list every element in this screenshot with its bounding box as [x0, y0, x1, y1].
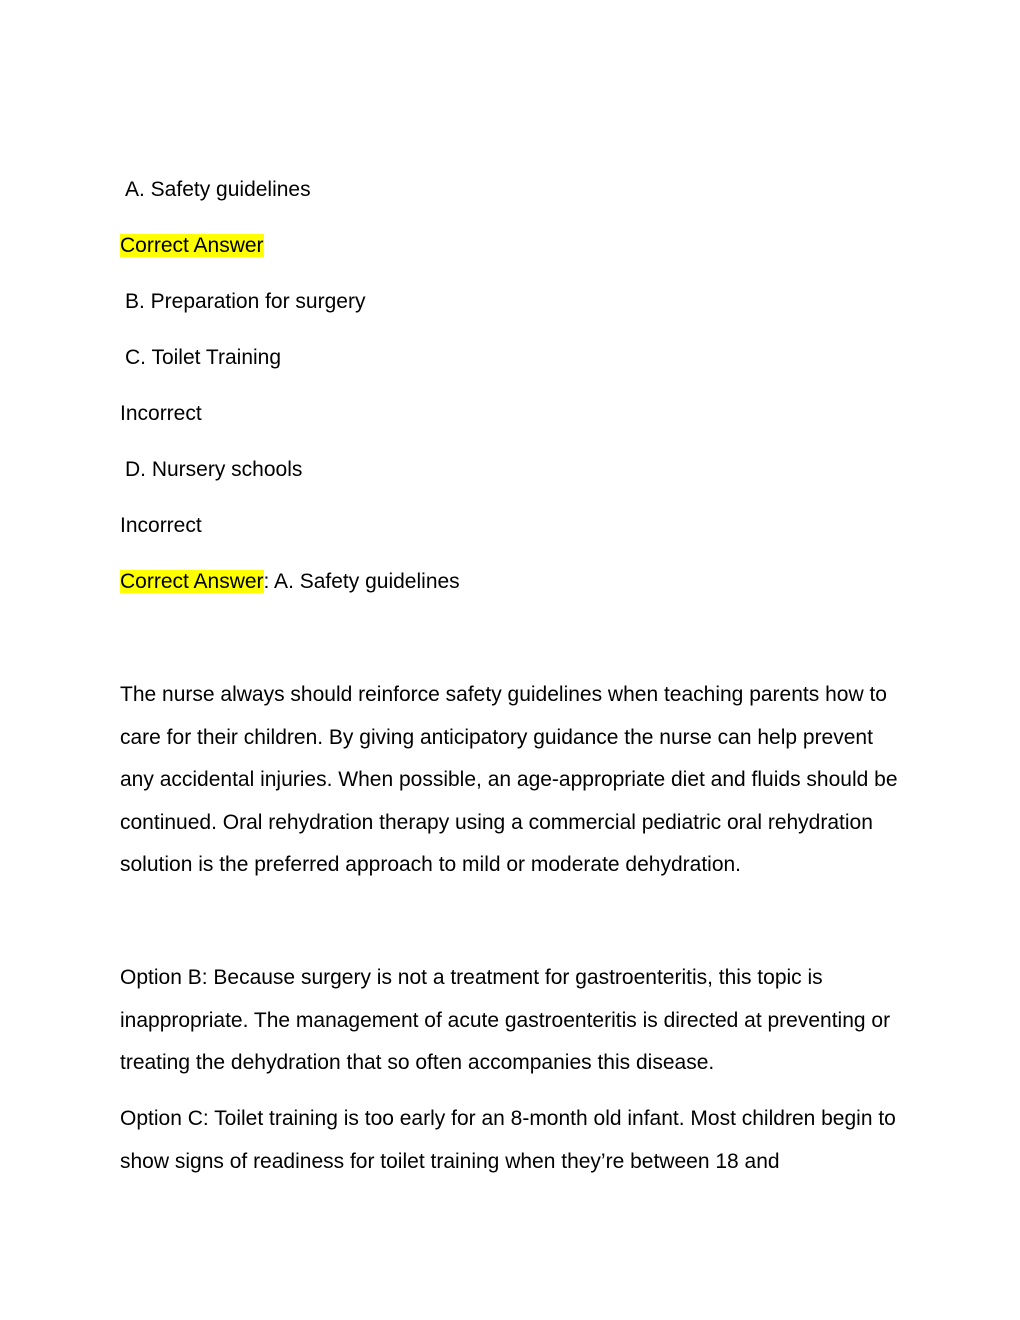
- option-b: B. Preparation for surgery: [125, 290, 366, 313]
- option-c-rationale: Option C: Toilet training is too early for an 8-month old infant. Most children begin to show signs of readiness for toilet training when they’re between 18 and: [120, 1107, 896, 1173]
- option-a-feedback: [120, 232, 264, 260]
- option-b-rationale: Option B: Because surgery is not a treatment for gastroenteritis, this topic is inappropriate. The management of acute gastroenteritis is directed at preventing or treating the dehydration that so often accompanies this disease.: [120, 966, 891, 1074]
- option-d-feedback: Incorrect: [120, 514, 202, 537]
- correct-answer-line: [120, 568, 460, 596]
- option-a: A. Safety guidelines: [125, 178, 311, 201]
- option-c: C. Toilet Training: [125, 346, 282, 369]
- correct-answer-value: : A. Safety guidelines: [263, 570, 460, 593]
- option-d: D. Nursery schools: [125, 458, 303, 481]
- option-c-feedback: Incorrect: [120, 402, 202, 425]
- correct-answer-prefix: Correct Answer: [120, 570, 264, 593]
- rationale-paragraph: The nurse always should reinforce safety guidelines when teaching parents how to care for their children. By giving anticipatory guidance the nurse can help prevent any accidental injuries. When possible, an age-appropriate diet and fluids should be continued. Oral rehydration therapy using a commercial pediatric oral rehydration solution is the preferred approach to mild or moderate dehydration.: [120, 683, 898, 876]
- correct-answer-highlight: Correct Answer: [120, 234, 264, 257]
